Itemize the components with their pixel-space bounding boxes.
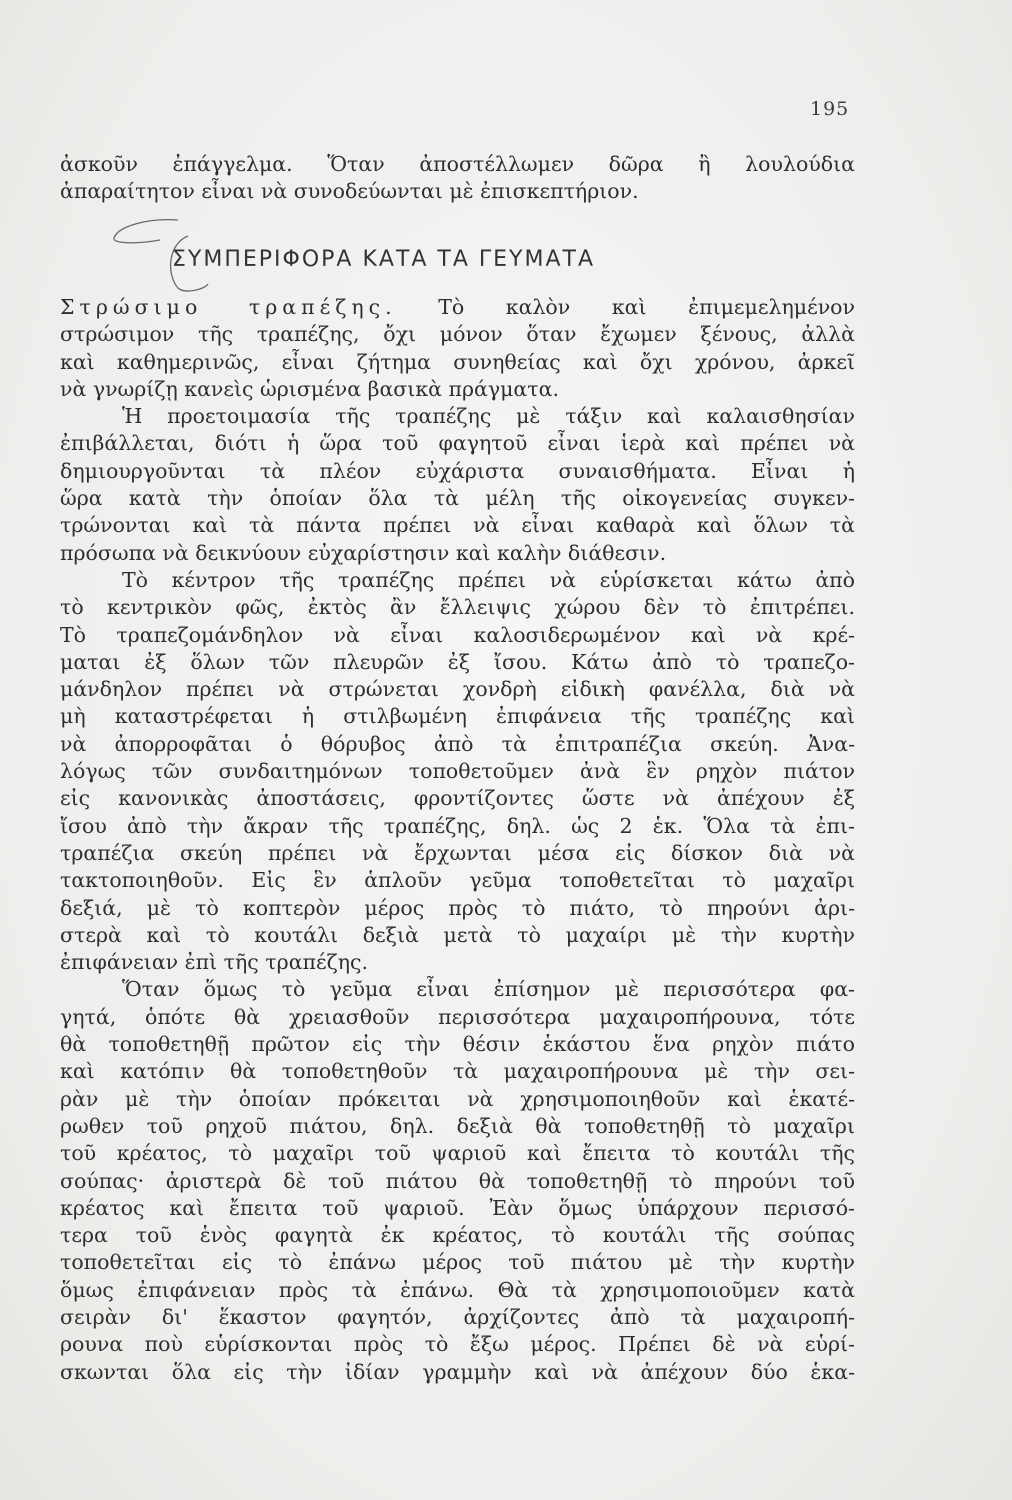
text-line: ἀπαραίτητον εἶναι νὰ συνοδεύωνται μὲ ἐπισκεπτήριον. — [60, 179, 639, 204]
text-line: τοποθετεῖται εἰς τὸ ἐπάνω μέρος τοῦ πιάτου μὲ τὴν κυρτὴν — [60, 1250, 855, 1275]
text-line: στερὰ καὶ τὸ κουτάλι δεξιὰ μετὰ τὸ μαχαίρι μὲ τὴν κυρτὴν — [60, 922, 855, 947]
text-line: μάνδηλον πρέπει νὰ στρώνεται χονδρὴ εἰδικὴ φανέλλα, διὰ νὰ — [60, 677, 855, 702]
text-line: τραπέζια σκεύη πρέπει νὰ ἔρχωνται μέσα εἰς δίσκον διὰ νὰ — [60, 840, 855, 865]
section-heading: ΣΥΜΠΕΡΙΦΟΡΑ ΚΑΤΑ ΤΑ ΓΕΥΜΑΤΑ — [172, 247, 596, 272]
text-line: νὰ γνωρίζῃ κανεὶς ὡρισμένα βασικὰ πράγματα. — [60, 376, 559, 401]
text-line: πρόσωπα νὰ δεικνύουν εὐχαρίστησιν καὶ καλὴν διάθεσιν. — [60, 540, 667, 565]
text-line: καὶ καθημερινῶς, εἶναι ζήτημα συνηθείας καὶ ὄχι χρόνου, ἀρκεῖ — [60, 349, 855, 374]
text-line: τακτοποιηθοῦν. Εἰς ἓν ἁπλοῦν γεῦμα τοποθετεῖται τὸ μαχαῖρι — [60, 868, 855, 893]
text-line: δημιουργοῦνται τὰ πλέον εὐχάριστα συναισθήματα. Εἶναι ἡ — [60, 458, 855, 483]
text-line: Ἡ προετοιμασία τῆς τραπέζης μὲ τάξιν καὶ καλαισθησίαν — [122, 404, 855, 429]
text-line: Ὅταν ὅμως τὸ γεῦμα εἶναι ἐπίσημον μὲ περισσότερα φα- — [122, 977, 855, 1002]
text-line: στρώσιμον τῆς τραπέζης, ὄχι μόνον ὅταν ἔχωμεν ξένους, ἀλλὰ — [60, 322, 855, 347]
text-fragment: Τὸ καλὸν καὶ ἐπιμεμελημένον — [396, 295, 855, 319]
text-line — [60, 294, 855, 321]
text-line: ὥρα κατὰ τὴν ὁποίαν ὅλα τὰ μέλη τῆς οἰκογενείας συγκεν- — [60, 486, 855, 511]
text-line: ρουνα ποὺ εὑρίσκονται πρὸς τὸ ἔξω μέρος. Πρέπει δὲ νὰ εὑρί- — [60, 1332, 855, 1357]
text-line: δεξιά, μὲ τὸ κοπτερὸν μέρος πρὸς τὸ πιάτο, τὸ πηρούνι ἀρι- — [60, 895, 855, 920]
text-line: μὴ καταστρέφεται ἡ στιλβωμένη ἐπιφάνεια τῆς τραπέζης καὶ — [60, 704, 855, 729]
text-line: τοῦ κρέατος, τὸ μαχαῖρι τοῦ ψαριοῦ καὶ ἔπειτα τὸ κουτάλι τῆς — [60, 1141, 855, 1166]
text-line: Τὸ κέντρον τῆς τραπέζης πρέπει νὰ εὑρίσκεται κάτω ἀπὸ — [122, 567, 855, 592]
text-line: ἐπιφάνειαν ἐπὶ τῆς τραπέζης. — [60, 950, 369, 975]
text-line: ἐπιβάλλεται, διότι ἡ ὥρα τοῦ φαγητοῦ εἶναι ἱερὰ καὶ πρέπει νὰ — [60, 431, 855, 456]
text-line: τὸ κεντρικὸν φῶς, ἐκτὸς ἂν ἔλλειψις χώρου δὲν τὸ ἐπιτρέπει. — [60, 595, 855, 620]
text-line: λόγως τῶν συνδαιτημόνων τοποθετοῦμεν ἀνὰ ἓν ρηχὸν πιάτον — [60, 759, 855, 784]
text-line: τερα τοῦ ἑνὸς φαγητὰ ἐκ κρέατος, τὸ κουτάλι τῆς σούπας — [60, 1223, 855, 1248]
text-line: κρέατος καὶ ἔπειτα τοῦ ψαριοῦ. Ἐὰν ὅμως ὑπάρχουν περισσό- — [60, 1195, 855, 1220]
page-number: 195 — [810, 98, 850, 120]
text-line: νὰ ἀπορροφᾶται ὁ θόρυβος ἀπὸ τὰ ἐπιτραπέζια σκεύη. Ἀνα- — [60, 731, 855, 756]
text-line: θὰ τοποθετηθῇ πρῶτον εἰς τὴν θέσιν ἑκάστου ἕνα ρηχὸν πιάτο — [60, 1032, 855, 1057]
subheading: Στρώσιμο τραπέζης. — [60, 295, 397, 319]
text-line: γητά, ὁπότε θὰ χρειασθοῦν περισσότερα μαχαιροπήρουνα, τότε — [60, 1004, 855, 1029]
intro-paragraph — [60, 151, 855, 206]
text-line: εἰς κανονικὰς ἀποστάσεις, φροντίζοντες ὥστε νὰ ἀπέχουν ἐξ — [60, 786, 855, 811]
text-line: σκωνται ὅλα εἰς τὴν ἰδίαν γραμμὴν καὶ νὰ ἀπέχουν δύο ἑκα- — [60, 1359, 855, 1384]
text-line: καὶ κατόπιν θὰ τοποθετηθοῦν τὰ μαχαιροπήρουνα μὲ τὴν σει- — [60, 1059, 855, 1084]
text-line: Τὸ τραπεζομάνδηλον νὰ εἶναι καλοσιδερωμένον καὶ νὰ κρέ- — [60, 622, 855, 647]
text-line: ἀσκοῦν ἐπάγγελμα. Ὅταν ἀποστέλλωμεν δῶρα ἢ λουλούδια — [60, 152, 855, 176]
text-line: ἴσου ἀπὸ τὴν ἄκραν τῆς τραπέζης, δηλ. ὡς 2 ἑκ. Ὅλα τὰ ἐπι- — [60, 813, 855, 838]
text-line: τρώνονται καὶ τὰ πάντα πρέπει νὰ εἶναι καθαρὰ καὶ ὅλων τὰ — [60, 513, 855, 538]
text-line: ὅμως ἐπιφάνειαν πρὸς τὰ ἐπάνω. Θὰ τὰ χρησιμοποιοῦμεν κατὰ — [60, 1277, 855, 1302]
body-text — [60, 294, 855, 1386]
text-line: σειρὰν δι' ἕκαστον φαγητόν, ἀρχίζοντες ἀπὸ τὰ μαχαιροπή- — [60, 1304, 855, 1329]
text-line: ρὰν μὲ τὴν ὁποίαν πρόκειται νὰ χρησιμοποιηθοῦν καὶ ἑκατέ- — [60, 1086, 855, 1111]
text-line: μαται ἐξ ὅλων τῶν πλευρῶν ἐξ ἴσου. Κάτω ἀπὸ τὸ τραπεζο- — [60, 649, 855, 674]
text-line: σούπας· ἀριστερὰ δὲ τοῦ πιάτου θὰ τοποθετηθῇ τὸ πηρούνι τοῦ — [60, 1168, 855, 1193]
text-line: ρωθεν τοῦ ρηχοῦ πιάτου, δηλ. δεξιὰ θὰ τοποθετηθῇ τὸ μαχαῖρι — [60, 1113, 855, 1138]
